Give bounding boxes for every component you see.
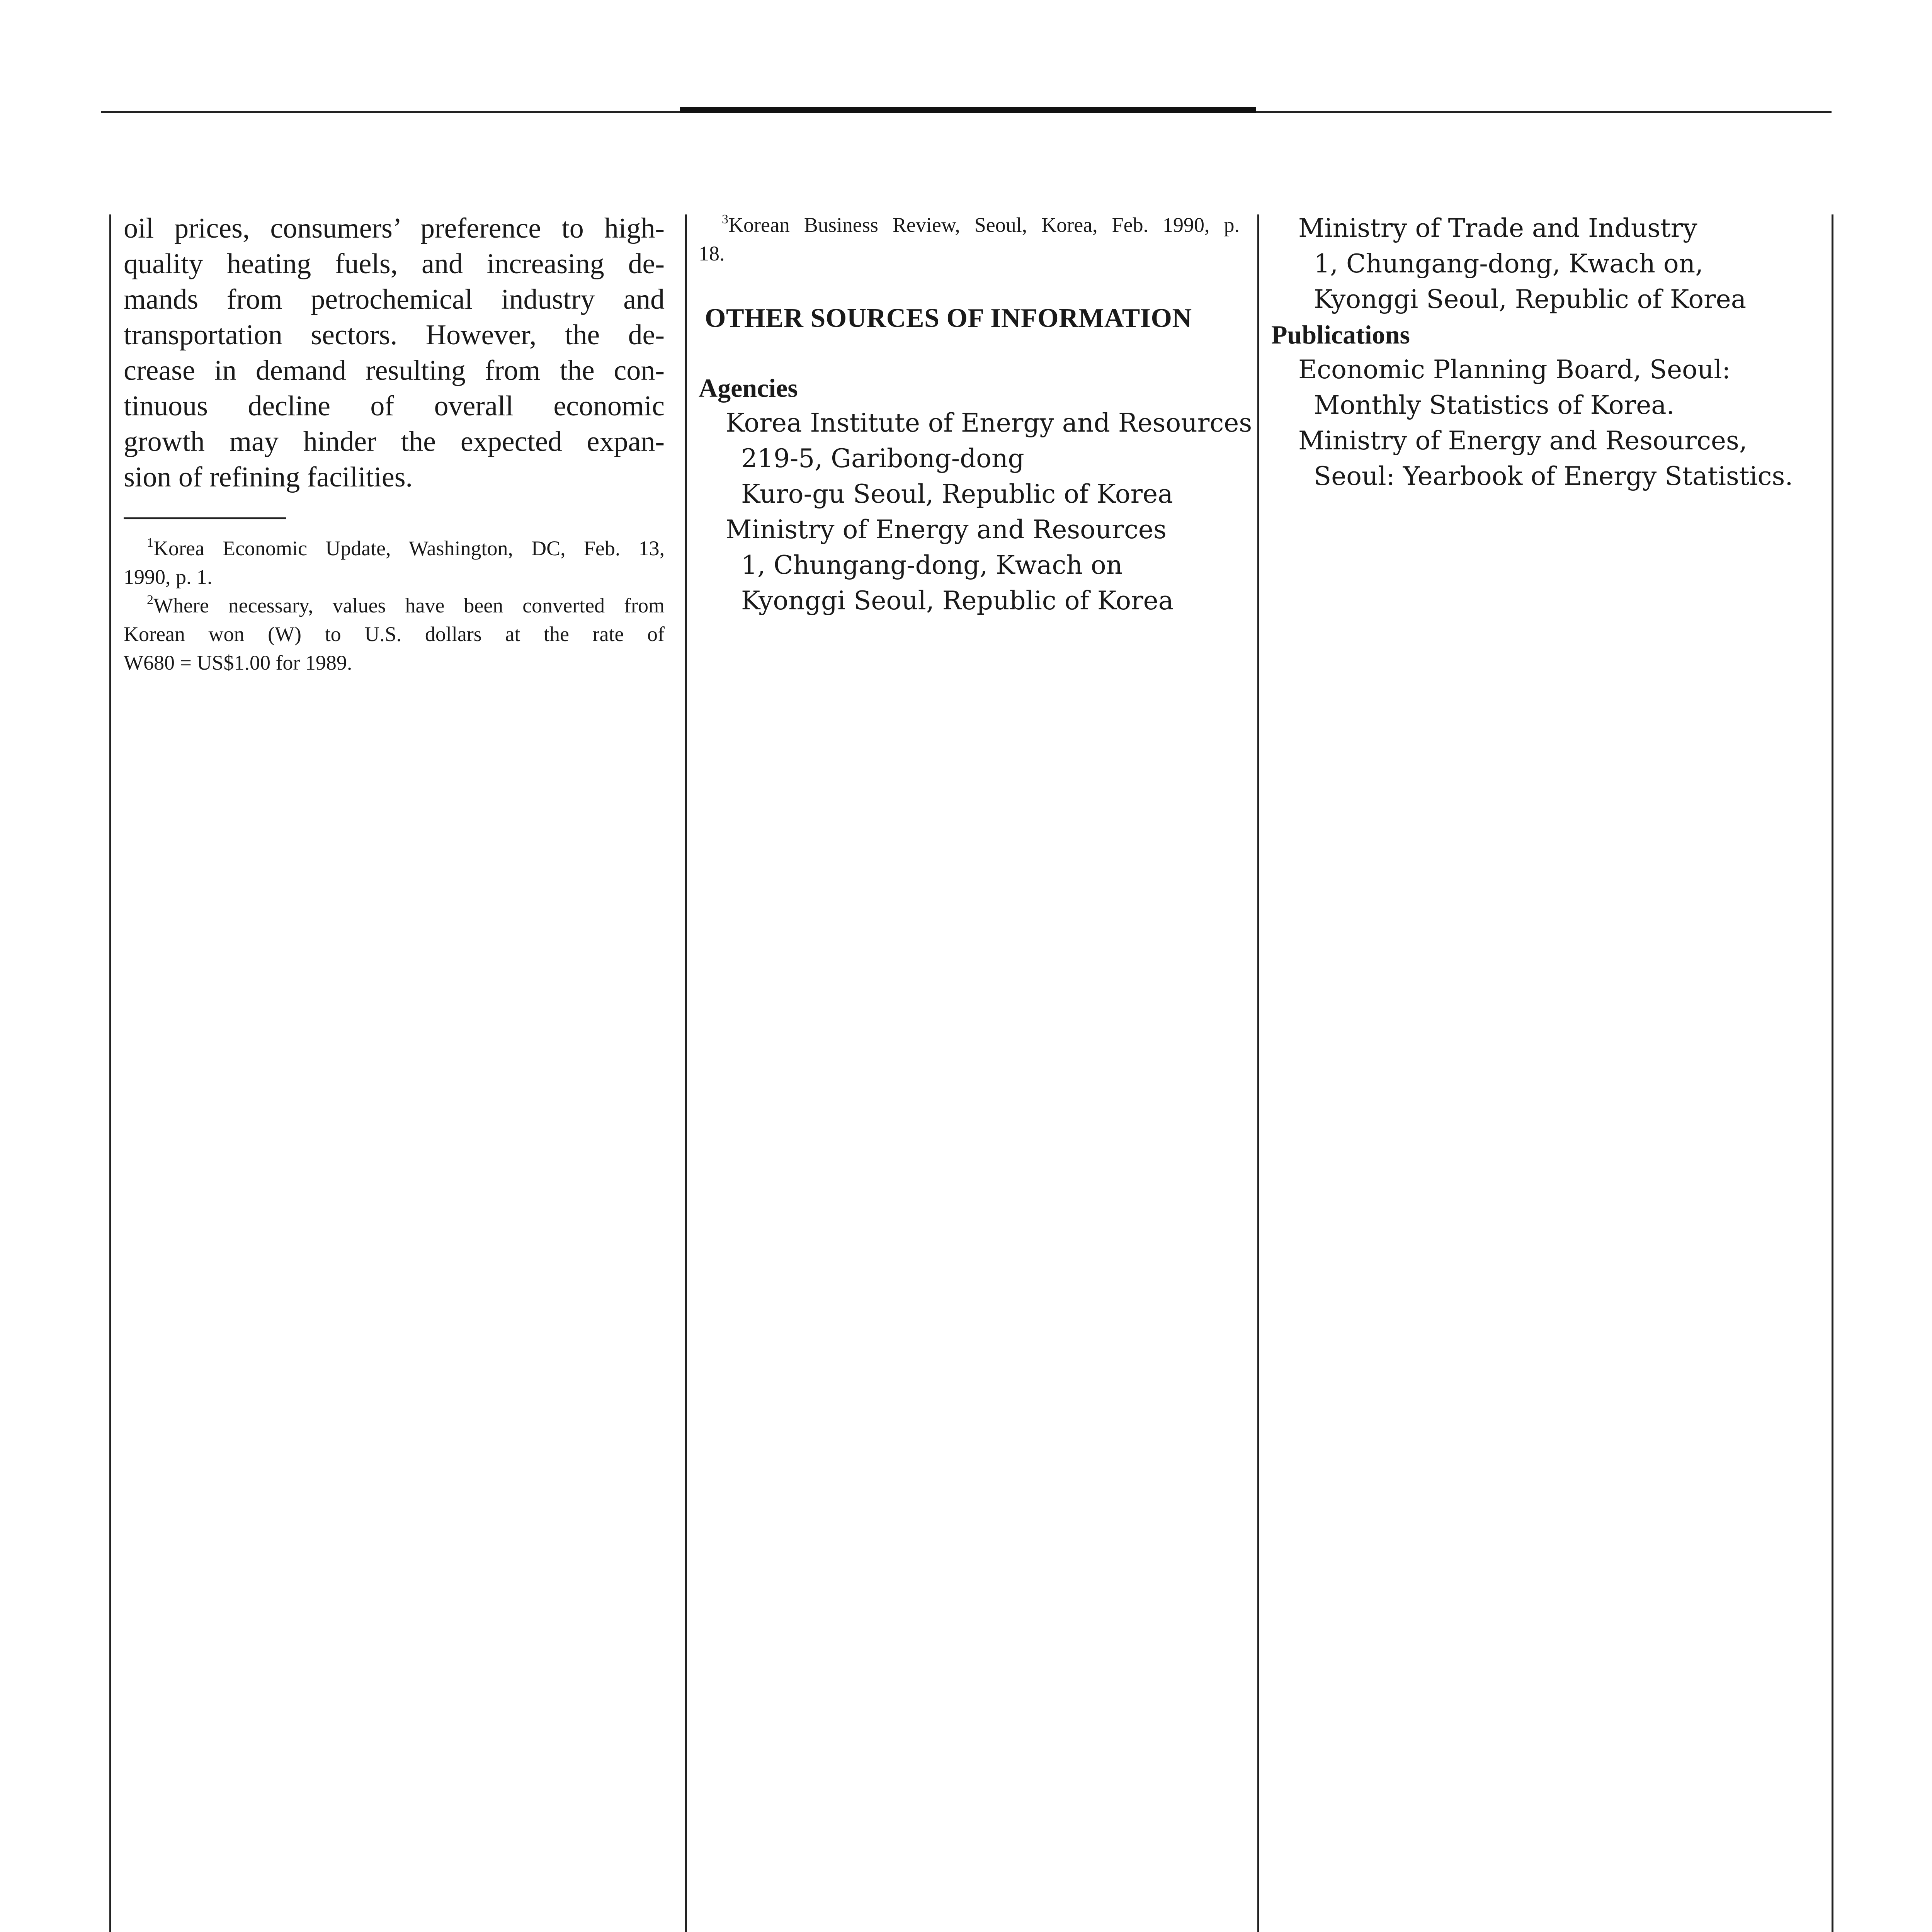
body-line: sion of refining facilities. — [124, 461, 413, 493]
agency-address: Kyonggi Seoul, Republic of Korea — [741, 586, 1174, 616]
footnote-1 — [124, 534, 665, 591]
body-paragraph — [124, 211, 665, 495]
body-line: quality heating fuels, and increasing de- — [124, 248, 665, 280]
footnote-marker: 1 — [147, 536, 153, 550]
agency-name: Korea Institute of Energy and Resources — [726, 408, 1252, 438]
footnote-line: 18. — [699, 242, 725, 265]
section-heading: OTHER SOURCES OF INFORMATION — [705, 303, 1192, 333]
body-line: tinuous decline of overall economic — [124, 390, 665, 422]
footnote-line: W680 = US$1.00 for 1989. — [124, 651, 352, 674]
publication-entry: Ministry of Energy and Resources, — [1298, 426, 1747, 456]
footnote-3 — [699, 211, 1240, 268]
agency-address: 219-5, Garibong-dong — [741, 444, 1024, 473]
footnote-marker: 3 — [722, 212, 728, 226]
footnote-text: Where necessary, values have been converted from — [153, 594, 665, 617]
footnote-text: Korea Economic Update, Washington, DC, Feb. 13, — [153, 537, 665, 560]
publication-entry: Seoul: Yearbook of Energy Statistics. — [1314, 461, 1793, 491]
footnote-2 — [124, 591, 665, 677]
agency-name: Ministry of Trade and Industry — [1298, 213, 1697, 243]
agency-address: Kyonggi Seoul, Republic of Korea — [1314, 284, 1747, 314]
column-1 — [124, 211, 665, 677]
publication-entry: Economic Planning Board, Seoul: — [1298, 355, 1731, 384]
footnote-text: Korean Business Review, Seoul, Korea, Feb. 1990, p. — [728, 213, 1240, 236]
footnote-line — [124, 591, 665, 620]
publication-entry: Monthly Statistics of Korea. — [1314, 390, 1675, 420]
agencies-heading: Agencies — [699, 373, 798, 403]
body-line: crease in demand resulting from the con- — [124, 355, 665, 386]
footnote-line — [124, 534, 665, 563]
footnote-line: 1990, p. 1. — [124, 565, 213, 588]
column-2 — [699, 211, 1252, 619]
body-line: transportation sectors. However, the de- — [124, 319, 665, 351]
footnote-line: Korean won (W) to U.S. dollars at the rate of — [124, 622, 665, 646]
header-rule-bold — [680, 107, 1256, 113]
footnote-marker: 2 — [147, 593, 153, 607]
footnote-rule — [124, 517, 286, 519]
footnote-line — [699, 211, 1240, 239]
agency-name: Ministry of Energy and Resources — [726, 515, 1167, 544]
publications-heading: Publications — [1271, 320, 1410, 349]
body-line: oil prices, consumers’ preference to high- — [124, 213, 665, 244]
column-divider-1 — [685, 214, 687, 1932]
column-divider-right — [1832, 214, 1833, 1932]
body-line: mands from petrochemical industry and — [124, 284, 665, 315]
agency-address: 1, Chungang-dong, Kwach on, — [1314, 249, 1704, 279]
column-divider-left — [109, 214, 111, 1932]
body-line: growth may hinder the expected expan- — [124, 426, 665, 457]
agency-address: 1, Chungang-dong, Kwach on — [741, 550, 1123, 580]
agency-address: Kuro-gu Seoul, Republic of Korea — [741, 479, 1173, 509]
column-3 — [1271, 211, 1820, 494]
column-divider-2 — [1257, 214, 1259, 1932]
